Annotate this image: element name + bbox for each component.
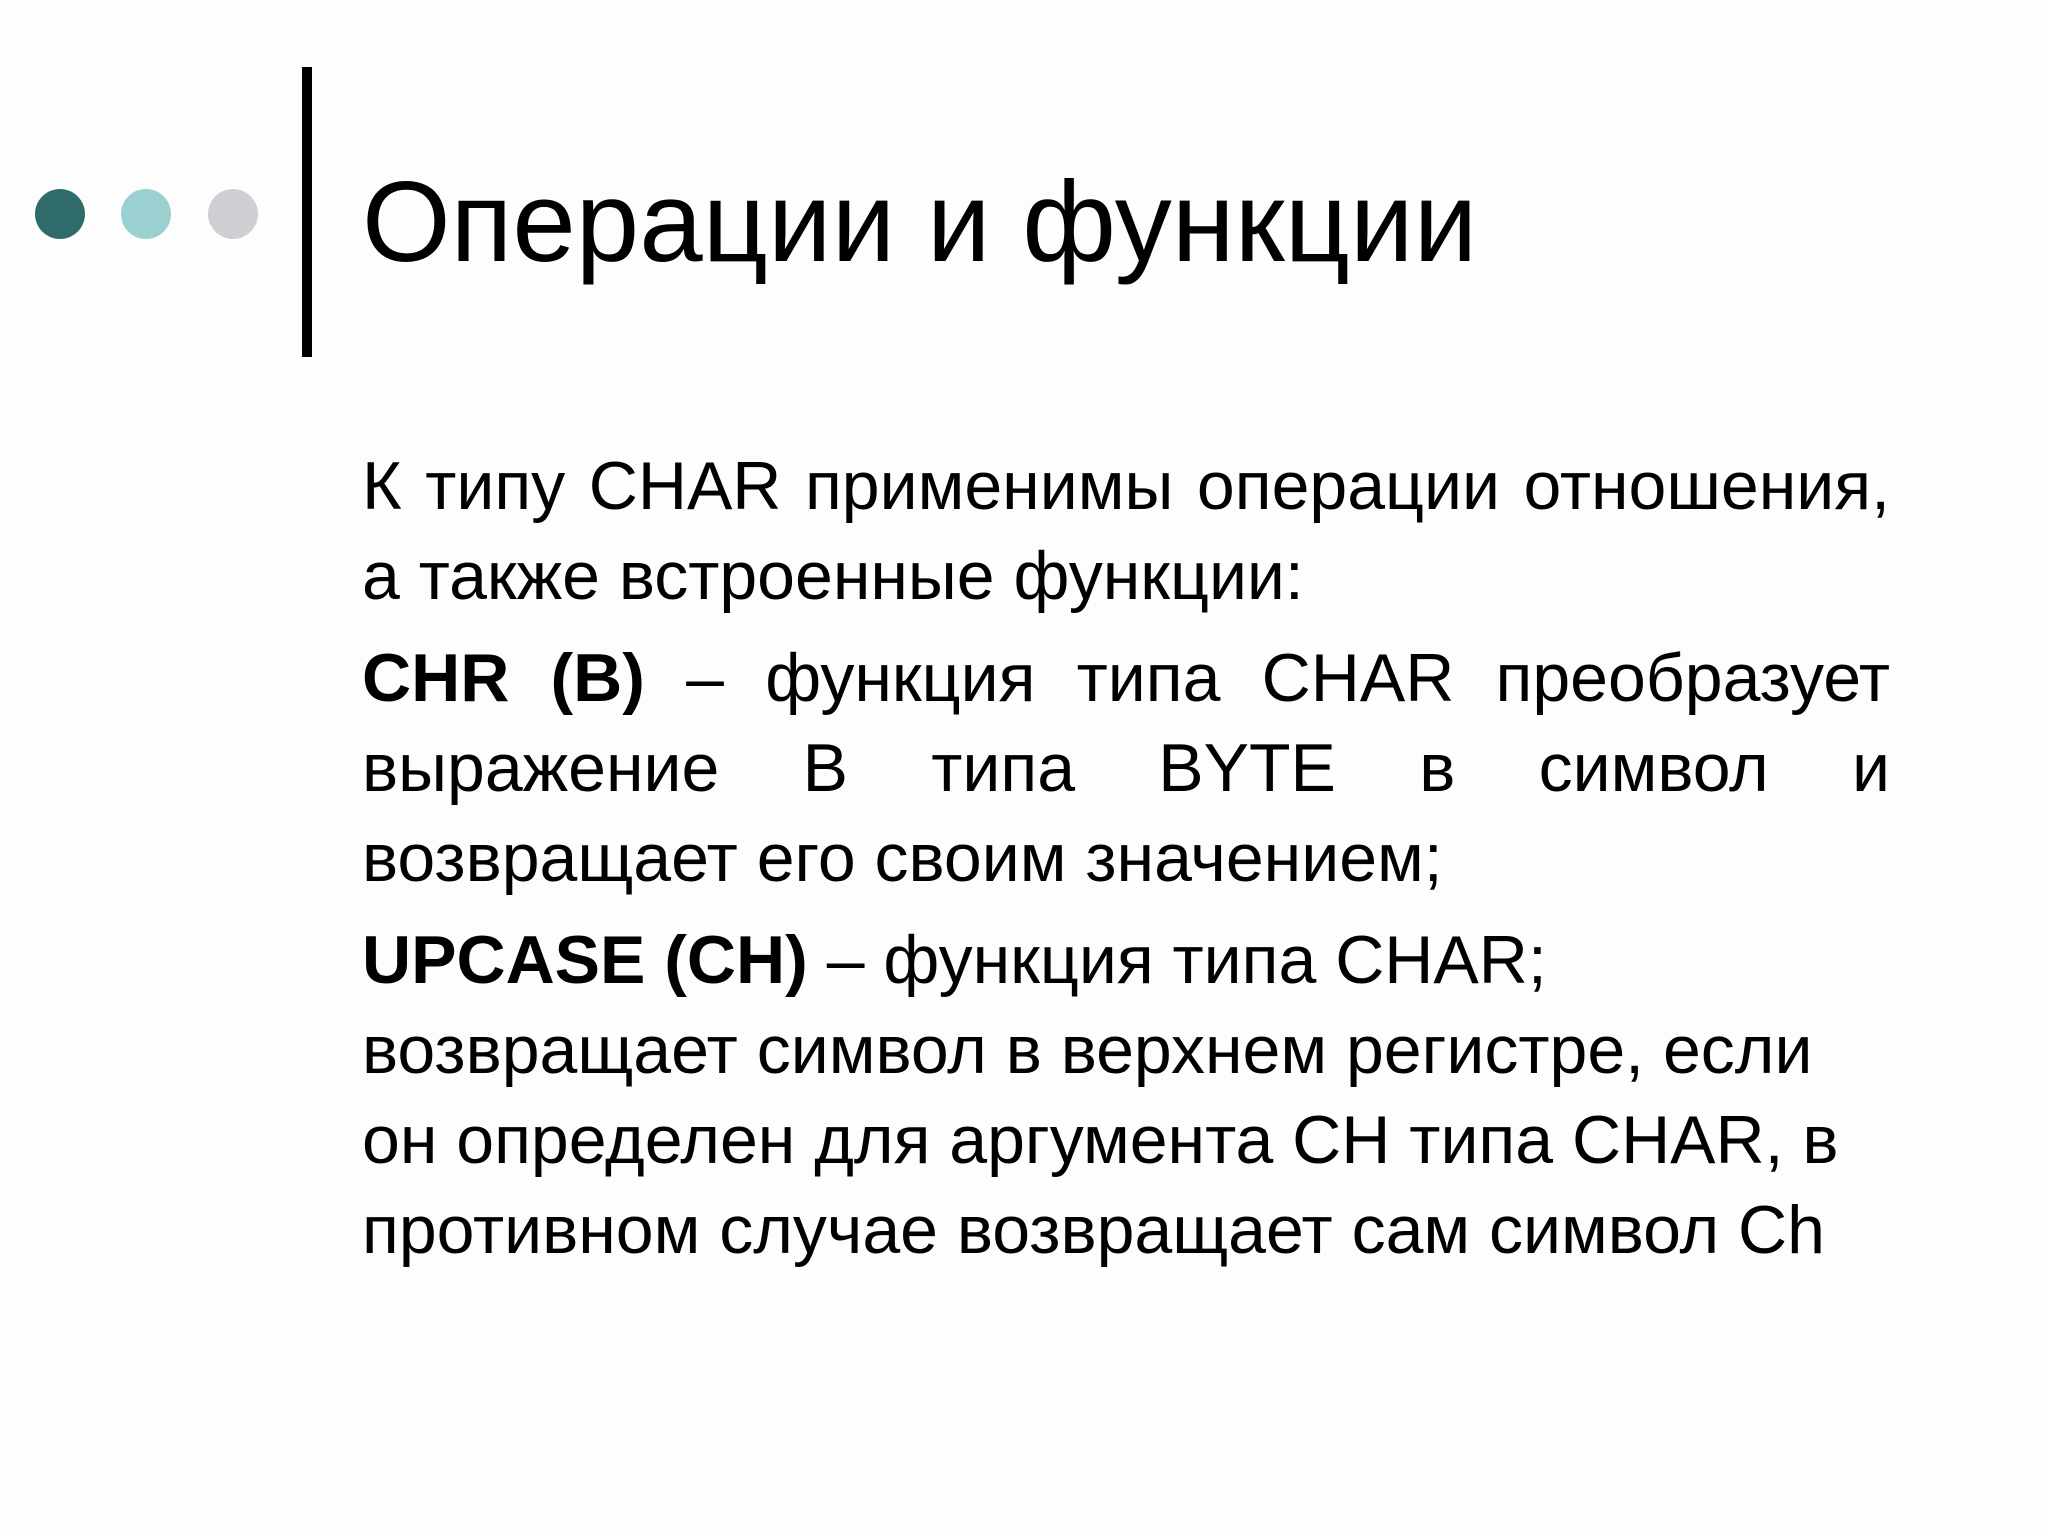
decor-dot-gray [208,189,258,239]
decor-dot-light [121,189,171,239]
description-upcase: – функция типа CHAR; возвращает символ в верхнем регистре, если он определен для аргумента CH типа CHAR, в противном случае возвращает сам символ Ch [362,922,1839,1268]
term-upcase: UPCASE (CH) [362,922,808,998]
paragraph-chr [362,633,1890,903]
paragraph-upcase [362,915,1890,1275]
decor-dot-dark [35,189,85,239]
term-chr: CHR (B) [362,640,645,716]
slide-title: Операции и функции [362,159,1478,286]
title-divider [302,67,312,357]
paragraph-intro: К типу CHAR применимы операции отношения, а также встроенные функции: [362,448,1890,614]
slide-body [362,441,1890,1287]
description-chr: – функция типа CHAR преобразует выражение B типа BYTE в символ и возвращает его своим значением; [362,640,1890,896]
